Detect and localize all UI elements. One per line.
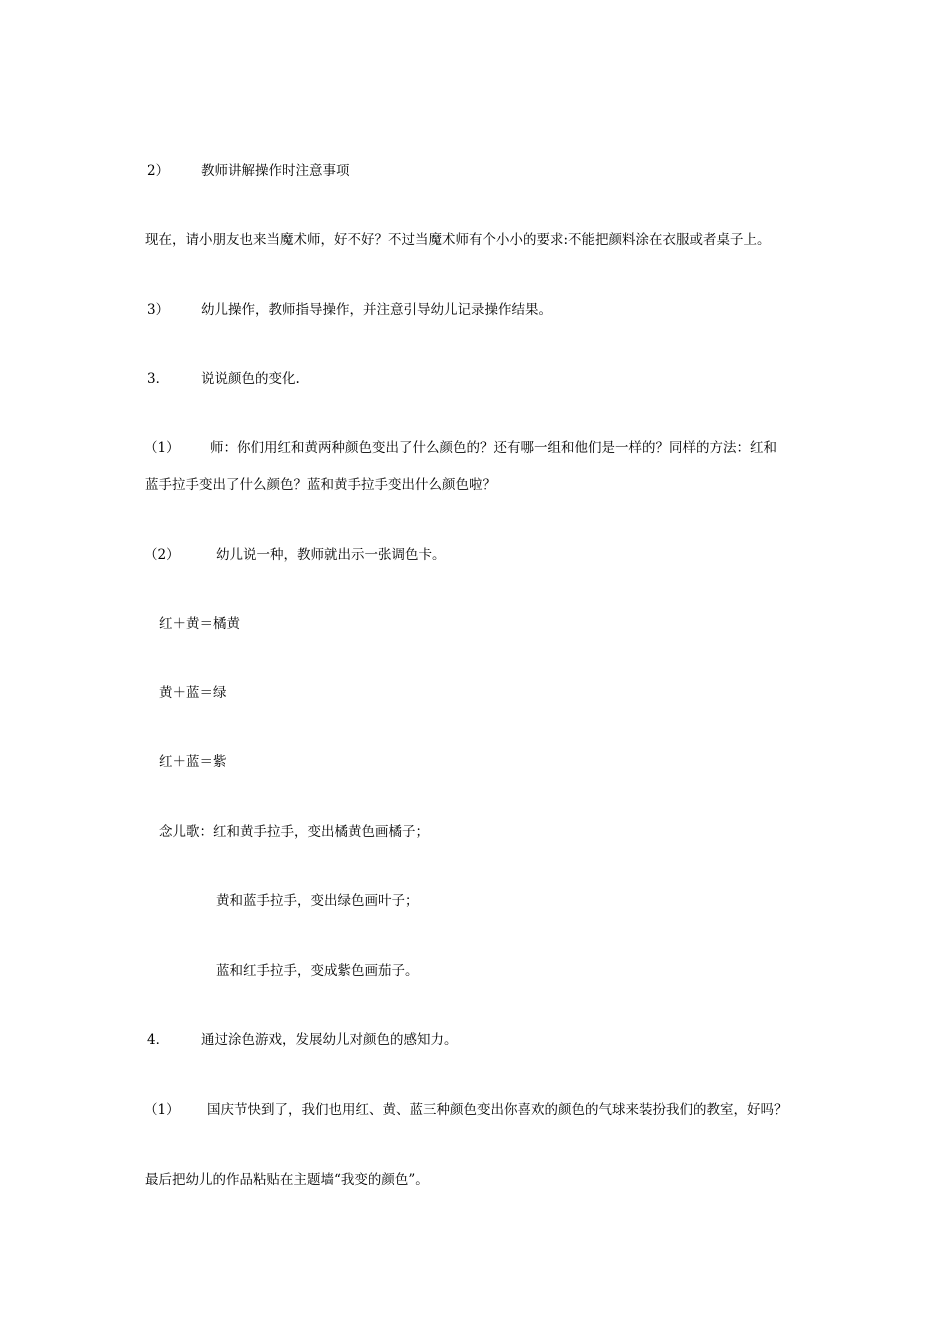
rhyme-text: 黄和蓝手拉手，变出绿色画叶子； — [216, 893, 419, 909]
step-number: 3） — [147, 302, 170, 318]
item-1-continuation — [145, 476, 496, 494]
color-formula-purple — [159, 753, 227, 771]
formula-text: 红＋黄＝橘黄 — [159, 616, 240, 632]
section-4-heading — [147, 1031, 458, 1049]
section-text: 通过涂色游戏，发展幼儿对颜色的感知力。 — [201, 1032, 458, 1048]
color-formula-green — [159, 684, 227, 702]
step-number: 2） — [147, 163, 170, 179]
paragraph-text: 现在，请小朋友也来当魔术师，好不好？不过当魔术师有个小小的要求:不能把颜料涂在衣服或者桌子上。 — [145, 232, 771, 248]
paragraph-text: 最后把幼儿的作品粘贴在主题墙“我变的颜色”。 — [145, 1172, 429, 1188]
section-3-heading — [147, 370, 300, 388]
item-text: 幼儿说一种，教师就出示一张调色卡。 — [216, 547, 446, 563]
closing-line — [145, 1171, 429, 1189]
item-number: （2） — [144, 547, 180, 563]
rhyme-line-2 — [216, 892, 419, 910]
rhyme-text: 蓝和红手拉手，变成紫色画茄子。 — [216, 963, 419, 979]
item-1-line — [144, 439, 777, 457]
item-text: 国庆节快到了，我们也用红、黄、蓝三种颜色变出你喜欢的颜色的气球来装扮我们的教室，好吗？ — [207, 1102, 788, 1118]
item-text: 师：你们用红和黄两种颜色变出了什么颜色的？还有哪一组和他们是一样的？同样的方法：红和 — [210, 440, 777, 456]
section-number: 3． — [147, 371, 170, 387]
rhyme-text: 念儿歌：红和黄手拉手，变出橘黄色画橘子； — [159, 824, 429, 840]
item-number: （1） — [144, 1102, 180, 1118]
step-text: 教师讲解操作时注意事项 — [201, 163, 350, 179]
item-number: （1） — [144, 440, 180, 456]
item-text: 蓝手拉手变出了什么颜色？蓝和黄手拉手变出什么颜色啦？ — [145, 477, 496, 493]
section-text: 说说颜色的变化. — [201, 371, 300, 387]
step-3-heading — [147, 301, 552, 319]
formula-text: 黄＋蓝＝绿 — [159, 685, 227, 701]
item-2-line — [144, 546, 446, 564]
step-text: 幼儿操作，教师指导操作，并注意引导幼儿记录操作结果。 — [201, 302, 552, 318]
paragraph-line — [145, 231, 771, 249]
step-2-heading — [147, 162, 350, 180]
formula-text: 红＋蓝＝紫 — [159, 754, 227, 770]
rhyme-line-1 — [159, 823, 429, 841]
rhyme-line-3 — [216, 962, 419, 980]
color-formula-orange — [159, 615, 240, 633]
section-number: 4． — [147, 1032, 170, 1048]
item-1-line-section-4 — [144, 1101, 788, 1119]
